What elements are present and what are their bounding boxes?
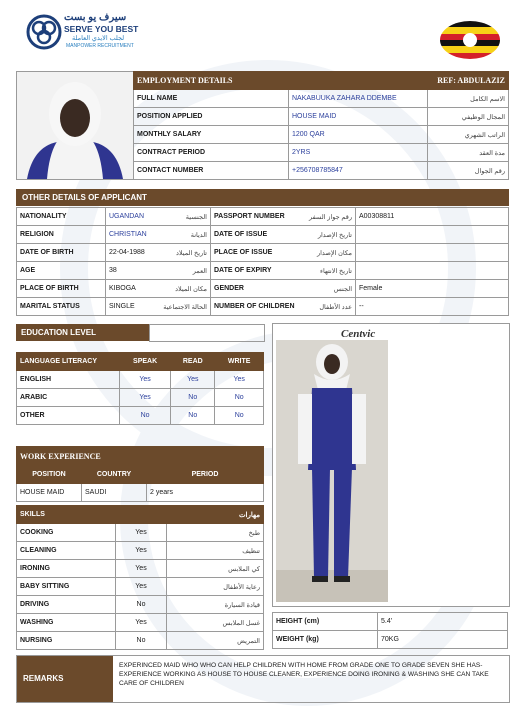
- row-label: MARITAL STATUS: [17, 298, 106, 316]
- language-literacy-table: [16, 352, 264, 425]
- row-value: SINGLE: [109, 302, 135, 310]
- row-label: CONTRACT PERIOD: [134, 144, 289, 162]
- table-row: [17, 632, 264, 650]
- row-label: FULL NAME: [134, 90, 289, 108]
- row-label: MONTHLY SALARY: [134, 126, 289, 144]
- row-value: No: [120, 407, 171, 425]
- row-value: No: [215, 389, 264, 407]
- row-label: GENDER: [214, 284, 244, 292]
- ref-label: REF: ABDULAZIZ: [428, 72, 509, 90]
- row-value: +256708785847: [289, 162, 428, 180]
- column-header: LANGUAGE LITERACY: [17, 353, 120, 371]
- table-row: [273, 631, 508, 649]
- row-value: [356, 226, 509, 244]
- row-value: Yes: [120, 371, 171, 389]
- row-arabic-label: تاريخ الإصدار: [317, 231, 352, 239]
- table-row: [17, 578, 264, 596]
- row-arabic-label: الجنس: [333, 285, 352, 293]
- employment-details-table: [133, 71, 509, 180]
- table-row: [17, 596, 264, 614]
- row-value: 2YRS: [289, 144, 428, 162]
- row-label: WASHING: [17, 614, 116, 632]
- row-label: ENGLISH: [17, 371, 120, 389]
- row-arabic-label: مكان الميلاد: [175, 285, 207, 293]
- company-logo: [22, 12, 142, 54]
- row-arabic-label: غسل الملابس: [167, 614, 264, 632]
- row-value: [356, 244, 509, 262]
- work-experience-title: WORK EXPERIENCE: [17, 447, 264, 466]
- row-value: No: [116, 632, 167, 650]
- education-level-title: EDUCATION LEVEL: [16, 324, 149, 341]
- row-value: 70KG: [378, 631, 508, 649]
- row-value: 2 years: [147, 484, 264, 502]
- education-level-value: [149, 324, 265, 342]
- row-label: OTHER: [17, 407, 120, 425]
- row-arabic-label: تاريخ الميلاد: [175, 249, 207, 257]
- row-value: Yes: [116, 524, 167, 542]
- row-arabic-label: مدة العقد: [428, 144, 509, 162]
- row-label: DATE OF EXPIRY: [214, 266, 272, 274]
- row-arabic-label: المجال الوظيفي: [428, 108, 509, 126]
- table-row: [17, 244, 509, 262]
- table-row: [17, 371, 264, 389]
- logo-arabic: سيرف يو بست: [64, 12, 127, 23]
- remarks-section: [16, 655, 510, 703]
- row-value: No: [171, 389, 215, 407]
- row-value: HOUSE MAID: [289, 108, 428, 126]
- row-arabic-label: مكان الإصدار: [316, 249, 352, 257]
- remarks-text: EXPERINCED MAID WHO WHO CAN HELP CHILDREN WITH HOME FROM GRADE ONE TO GRADE SEVEN SHE HAS-EXPERIENCE WORKING AS HOUSE TO HOUSE CLEANER, EXPERIENCE DOING IRONING & WASHING SHE CAN TAKE CARE OF CHILDREN: [119, 662, 489, 687]
- table-row: [17, 560, 264, 578]
- row-label: COOKING: [17, 524, 116, 542]
- column-header: COUNTRY: [82, 466, 147, 484]
- table-row: [17, 298, 509, 316]
- row-arabic-label: رعاية الأطفال: [167, 578, 264, 596]
- table-row: [17, 280, 509, 298]
- column-header: WRITE: [215, 353, 264, 371]
- row-label: CONTACT NUMBER: [134, 162, 289, 180]
- row-label: DATE OF ISSUE: [214, 230, 268, 238]
- applicant-full-photo: [272, 323, 510, 607]
- row-value: Yes: [120, 389, 171, 407]
- row-label: RELIGION: [17, 226, 106, 244]
- row-arabic-label: الجنسية: [185, 213, 207, 221]
- row-label: IRONING: [17, 560, 116, 578]
- measurements-table: [272, 612, 508, 649]
- row-arabic-label: العمر: [192, 267, 207, 275]
- logo-sub: MANPOWER RECRUITMENT: [66, 43, 134, 49]
- row-label: NUMBER OF CHILDREN: [214, 302, 295, 310]
- uganda-flag-icon: [440, 21, 500, 59]
- table-row: [134, 108, 509, 126]
- table-row: [17, 407, 264, 425]
- row-arabic-label: الاسم الكامل: [428, 90, 509, 108]
- row-value: 22-04-1988: [109, 248, 145, 256]
- row-arabic-label: التمريض: [167, 632, 264, 650]
- logo-emblem-icon: [26, 14, 62, 50]
- row-label: CLEANING: [17, 542, 116, 560]
- photo-caption: Centvic: [341, 328, 376, 340]
- row-value: Yes: [116, 614, 167, 632]
- table-row: [134, 162, 509, 180]
- table-row: [134, 126, 509, 144]
- row-value: Female: [356, 280, 509, 298]
- row-label: HEIGHT (cm): [273, 613, 378, 631]
- row-value: KIBOGA: [109, 284, 136, 292]
- row-label: AGE: [17, 262, 106, 280]
- row-value: UGANDAN: [109, 212, 145, 220]
- row-value: 5.4': [378, 613, 508, 631]
- table-row: [273, 613, 508, 631]
- skills-title-arabic: مهارات: [167, 506, 264, 524]
- other-details-table: [16, 207, 509, 316]
- row-value: A00308811: [356, 208, 509, 226]
- row-arabic-label: الديانة: [190, 231, 207, 239]
- row-value: No: [171, 407, 215, 425]
- row-label: BABY SITTING: [17, 578, 116, 596]
- row-arabic-label: تاريخ الانتهاء: [319, 267, 352, 275]
- row-label: DATE OF BIRTH: [17, 244, 106, 262]
- row-value: NAKABUUKA ZAHARA DDEMBE: [289, 90, 428, 108]
- row-label: ARABIC: [17, 389, 120, 407]
- table-row: [17, 614, 264, 632]
- row-arabic-label: قيادة السيارة: [167, 596, 264, 614]
- row-value: [356, 262, 509, 280]
- row-value: No: [215, 407, 264, 425]
- row-arabic-label: رقم جواز السفر: [309, 213, 352, 221]
- row-label: POSITION APPLIED: [134, 108, 289, 126]
- row-value: Yes: [171, 371, 215, 389]
- table-row: [134, 144, 509, 162]
- table-row: [17, 262, 509, 280]
- row-label: PASSPORT NUMBER: [214, 212, 285, 220]
- row-value: CHRISTIAN: [109, 230, 147, 238]
- row-value: Yes: [116, 542, 167, 560]
- row-value: 1200 QAR: [289, 126, 428, 144]
- logo-name: SERVE YOU BEST: [64, 24, 139, 34]
- row-label: PLACE OF ISSUE: [214, 248, 273, 256]
- row-label: NATIONALITY: [17, 208, 106, 226]
- row-arabic-label: رقم الجوال: [428, 162, 509, 180]
- table-row: [17, 484, 264, 502]
- row-label: WEIGHT (kg): [273, 631, 378, 649]
- row-value: Yes: [116, 578, 167, 596]
- row-value: HOUSE MAID: [17, 484, 82, 502]
- table-row: [17, 208, 509, 226]
- column-header: POSITION: [17, 466, 82, 484]
- applicant-headshot: [16, 71, 134, 180]
- column-header: READ: [171, 353, 215, 371]
- table-row: [17, 226, 509, 244]
- row-value: SAUDI: [82, 484, 147, 502]
- row-arabic-label: عدد الأطفال: [319, 303, 352, 311]
- other-details-title: OTHER DETAILS OF APPLICANT: [16, 189, 509, 206]
- row-arabic-label: الراتب الشهري: [428, 126, 509, 144]
- employment-details-title: EMPLOYMENT DETAILS: [134, 72, 428, 90]
- row-arabic-label: الحالة الاجتماعية: [163, 303, 207, 311]
- skills-table: [16, 505, 264, 650]
- column-header: PERIOD: [147, 466, 264, 484]
- row-value: No: [116, 596, 167, 614]
- remarks-label: REMARKS: [17, 656, 113, 702]
- row-label: NURSING: [17, 632, 116, 650]
- row-arabic-label: طبخ: [167, 524, 264, 542]
- skills-title: SKILLS: [17, 506, 167, 524]
- table-row: [17, 524, 264, 542]
- row-value: 38: [109, 266, 117, 274]
- table-row: [17, 542, 264, 560]
- table-row: [134, 90, 509, 108]
- row-arabic-label: كي الملابس: [167, 560, 264, 578]
- table-row: [17, 389, 264, 407]
- row-value: --: [356, 298, 509, 316]
- column-header: SPEAK: [120, 353, 171, 371]
- row-value: Yes: [116, 560, 167, 578]
- work-experience-table: [16, 446, 264, 502]
- row-value: Yes: [215, 371, 264, 389]
- row-label: DRIVING: [17, 596, 116, 614]
- row-arabic-label: تنظيف: [167, 542, 264, 560]
- logo-arabic-sub: لجلب الايدي العاملة: [72, 35, 125, 42]
- row-label: PLACE OF BIRTH: [17, 280, 106, 298]
